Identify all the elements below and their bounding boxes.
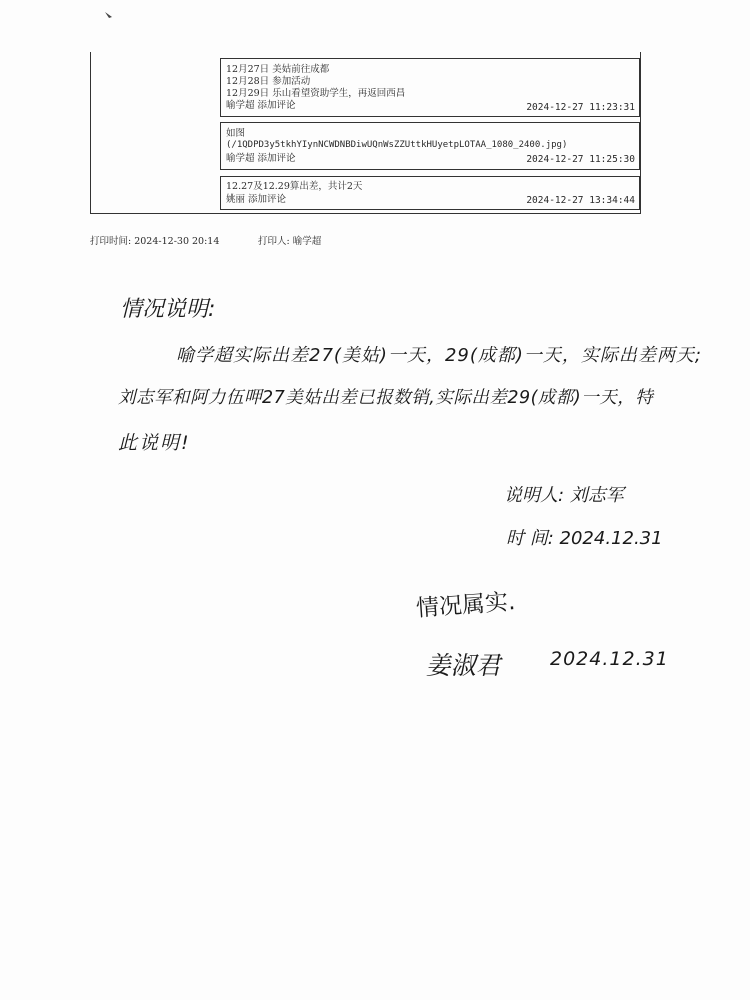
log-line: 12月27日 美姑前往成都 xyxy=(226,64,330,75)
log-author: 姚丽 添加评论 xyxy=(226,194,287,205)
statement-body-line: 刘志军和阿力伍呷27美姑出差已报数销,实际出差29(成都)一天，特 xyxy=(118,388,654,408)
table-bottom-border xyxy=(90,213,641,214)
approver-signature: 姜淑君 xyxy=(424,651,506,680)
statement-date: 时 间: 2024.12.31 xyxy=(506,528,663,549)
approval-date: 2024.12.31 xyxy=(550,648,669,670)
explainer-signature: 说明人: 刘志军 xyxy=(504,485,624,506)
log-timestamp: 2024-12-27 11:25:30 xyxy=(526,154,635,165)
log-entry xyxy=(220,58,640,117)
log-entry xyxy=(220,176,640,210)
log-line: 12月29日 乐山看望资助学生，再返回西昌 xyxy=(226,88,406,99)
scan-mark xyxy=(103,10,115,22)
table-right-border xyxy=(640,52,641,214)
verification-note: 情况属实. xyxy=(415,589,517,622)
log-timestamp: 2024-12-27 11:23:31 xyxy=(526,102,635,113)
print-time: 打印时间: 2024-12-30 20:14 xyxy=(90,236,220,247)
log-line: (/1QDPD3y5tkhYIynNCWDNBDiwUQnWsZZUttkHUyetpLOTAA_1080_2400.jpg) xyxy=(226,140,568,150)
log-author: 喻学超 添加评论 xyxy=(226,100,296,111)
log-author: 喻学超 添加评论 xyxy=(226,153,296,164)
printer-name: 打印人: 喻学超 xyxy=(258,236,322,247)
statement-body-line: 此说明! xyxy=(118,432,191,454)
log-entry xyxy=(220,122,640,170)
log-line: 如图 xyxy=(226,128,246,139)
statement-title: 情况说明: xyxy=(120,297,216,322)
statement-body-line: 喻学超实际出差27(美姑)一天，29(成都)一天，实际出差两天; xyxy=(176,345,702,366)
log-timestamp: 2024-12-27 13:34:44 xyxy=(526,195,635,206)
log-line: 12月28日 参加活动 xyxy=(226,76,311,87)
table-left-border xyxy=(90,52,91,214)
log-line: 12.27及12.29算出差，共计2天 xyxy=(226,181,363,192)
